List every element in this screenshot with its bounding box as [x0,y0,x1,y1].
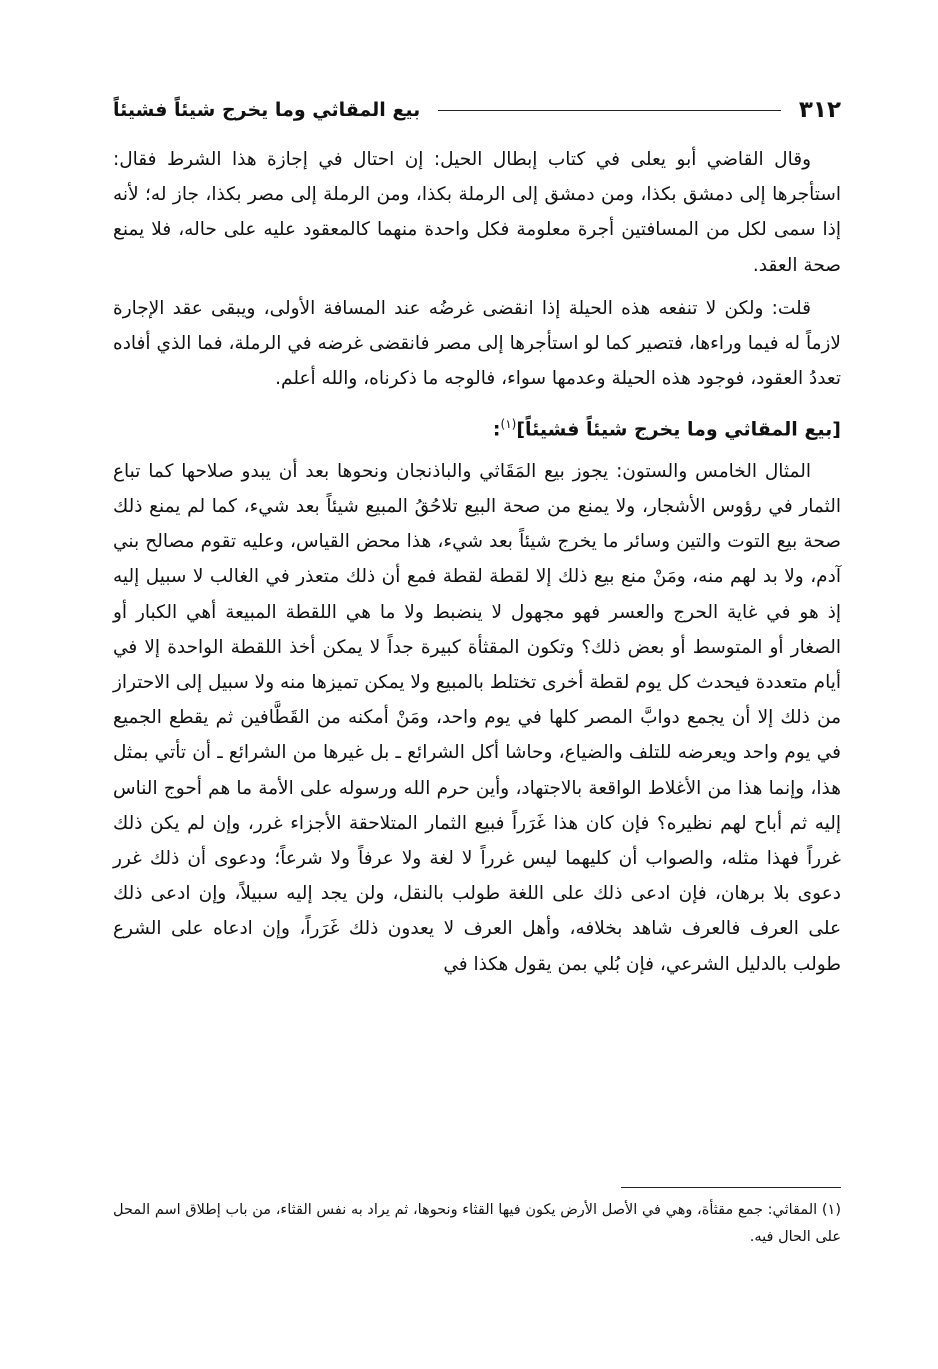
footnotes [113,1197,841,1251]
footnote-marker: (١) [821,1202,842,1218]
footnote-text: المقاثي: جمع مقثأة، وهي في الأصل الأرض يكون فيها القثاء ونحوها، ثم يراد به نفس القثاء، من باب إطلاق اسم المحل على الحال فيه. [113,1202,841,1245]
footnote-paragraph [113,1197,841,1251]
section-heading-suffix: : [492,418,501,441]
section-heading-text: [بيع المقاثي وما يخرج شيئاً فشيئاً] [516,418,841,441]
header-rule [438,110,781,111]
section-heading [113,404,841,449]
footnote-separator [621,1187,841,1188]
running-title: بيع المقاثي وما يخرج شيئاً فشيئاً [113,99,421,121]
footnote-reference[interactable]: (١) [500,417,517,432]
footnote-item [113,1197,841,1251]
page-header [113,90,841,130]
paragraph: المثال الخامس والستون: يجوز بيع المَقَاثي والباذنجان ونحوها بعد أن يبدو صلاحها كما تباع الثمار في رؤوس الأشجار، ولا يمنع من صحة البيع تلاحُقُ المبيع شيئاً بعد شيء، كما لم يمنع ذلك صحة بيع التوت والتين وسائر ما يخرج شيئاً بعد شيء، هذا محض القياس، وعليه تقوم مصالح بني آدم، ولا بد لهم منه، ومَنْ منع بيع ذلك إلا لقطة لقطة فمع أن ذلك متعذر في الغالب لا سبيل إليه إذ هو في غاية الحرج والعسر فهو مجهول لا ينضبط ولا ما هي اللقطة المبيعة أهي الكبار أو الصغار أو المتوسط أو بعض ذلك؟ وتكون المقثأة كبيرة جداً لا يمكن أخذ اللقطة الواحدة إلا في أيام متعددة فيحدث كل يوم لقطة أخرى تختلط بالمبيع ولا يمكن تميزها منه ولا سبيل إلى الاحتراز من ذلك إلا أن يجمع دوابَّ المصر كلها في يوم واحد، ومَنْ أمكنه من القَطَّافين ثم يقطع الجميع في يوم واحد ويعرضه للتلف والضياع، وحاشا أكل الشرائع ـ بل غيرها من الشرائع ـ أن تأتي بمثل هذا، وإنما هذا من الأغلاط الواقعة بالاجتهاد، وأين حرم الله ورسوله على الأمة ما هم أحوج الناس إليه ثم أباح لهم نظيره؟ فإن كان هذا غَرَراً فبيع الثمار المتلاحقة الأجزاء غرر، وإن لم يكن ذلك غرراً فهذا مثله، والصواب أن كليهما ليس غرراً لا لغة ولا عرفاً ولا شرعاً؛ ودعوى أن ذلك غرر دعوى بلا برهان، فإن ادعى ذلك على اللغة طولب بالنقل، ولن يجد إليه سبيلاً، وإن ادعى ذلك على العرف فالعرف شاهد بخلافه، وأهل العرف لا يعدون ذلك غَرَراً، وإن ادعاه على الشرع طولب بالدليل الشرعي، فإن بُلي بمن يقول هكذا في [113,460,841,975]
paragraph: قلت: ولكن لا تنفعه هذه الحيلة إذا انقضى غرضُه عند المسافة الأولى، ويبقى عقد الإجارة لازماً له فيما وراءها، فتصير كما لو استأجرها إلى مصر فانقضى غرضه في الرملة، فما الذي أفاده تعددُ العقود، فوجود هذه الحيلة وعدمها سواء، فالوجه ما ذكرناه، والله أعلم. [113,297,841,390]
paragraph: وقال القاضي أبو يعلى في كتاب إبطال الحيل: إن احتال في إجازة هذا الشرط فقال: استأجرها إلى دمشق بكذا، ومن دمشق إلى الرملة بكذا، ومن الرملة إلى مصر بكذا، جاز له؛ لأنه إذا سمى لكل من المسافتين أجرة معلومة فكل واحدة منهما كالمعقود عليه على حاله، فلا يمنع صحة العقد. [113,149,841,276]
page-body [113,142,841,990]
page-number: ٣١٢ [798,97,841,123]
